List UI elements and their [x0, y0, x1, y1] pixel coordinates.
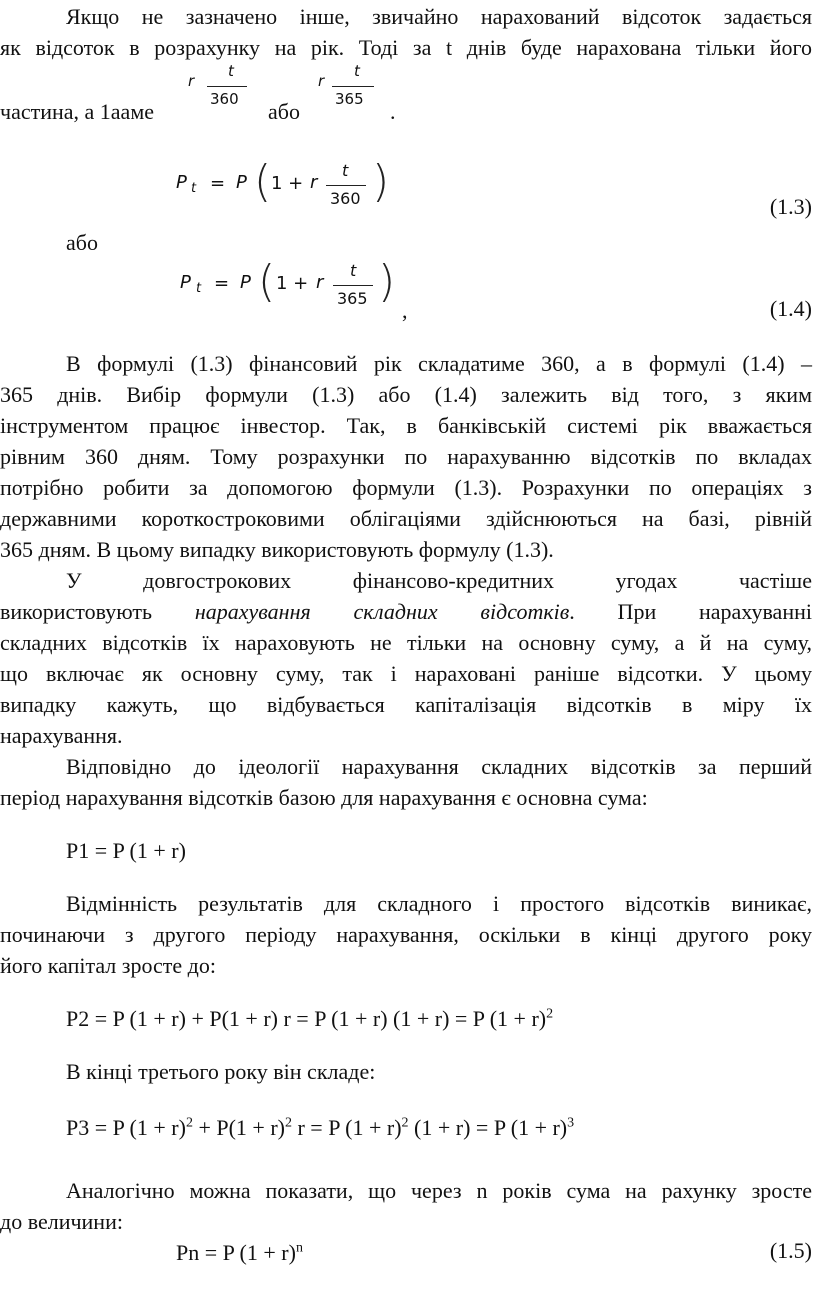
math-symbol: r [316, 272, 324, 293]
text-line: період нарахування відсотків базою для нарахування є основна сума: [0, 785, 648, 810]
formula-text: P2 = P (1 + r) + P(1 + r) r = P (1 + r) (1 + r) = P (1 + r) [66, 1006, 547, 1031]
text-line: Якщо не зазначено інше, звичайно нарахований відсоток задається [66, 4, 812, 29]
text-line: як відсоток в розрахунку на рік. Тоді за t днів буде нарахована тільки його [0, 35, 812, 60]
formula-p2 [66, 1004, 766, 1034]
math-operator: = [210, 173, 226, 194]
math-symbol: t [354, 62, 360, 80]
math-number: 360 [210, 90, 239, 108]
math-symbol: P [180, 272, 191, 293]
superscript: 2 [284, 1115, 292, 1131]
superscript: 3 [567, 1115, 575, 1131]
math-operator: = [214, 273, 230, 294]
fraction-bar [333, 285, 373, 286]
text-line: його капітал зросте до: [0, 953, 216, 978]
math-symbol: t [350, 261, 357, 280]
math-operator: 1 + [271, 173, 304, 194]
math-symbol: t [228, 62, 234, 80]
fraction-bar [326, 185, 366, 186]
superscript: 2 [546, 1006, 554, 1022]
superscript: 2 [401, 1115, 409, 1131]
text-span: . При нарахуванні [569, 599, 812, 624]
text-line: . [390, 99, 396, 124]
text-line: або [268, 99, 300, 124]
formula-text: + P(1 + r) [192, 1115, 285, 1140]
text-line: починаючи з другого періоду нарахування, оскільки в кінці другого року [0, 922, 812, 947]
close-paren: ) [372, 156, 390, 207]
open-paren: ( [254, 156, 272, 207]
equation-number: (1.3) [769, 194, 812, 219]
text-line: складних відсотків їх нараховують не тільки на основну суму, а й на суму, [0, 630, 812, 655]
text-line: або [66, 230, 98, 255]
text-line: 365 днів. Вибір формули (1.3) або (1.4) залежить від того, з яким [0, 382, 812, 407]
math-symbol: r [310, 172, 318, 193]
math-number: 365 [337, 289, 368, 308]
text-line: Відмінність результатів для складного і простого відсотків виникає, [66, 891, 812, 916]
fraction-bar [332, 86, 374, 87]
text-line: Аналогічно можна показати, що через n років сума на рахунку зросте [66, 1178, 812, 1203]
text-line: державними короткостроковими облігаціями здійснюються на базі, рівній [0, 506, 812, 531]
formula-p1: P1 = P (1 + r) [66, 838, 186, 863]
math-symbol: P [240, 272, 251, 293]
formula-p3 [66, 1113, 766, 1143]
formula-p5 [176, 1238, 476, 1268]
formula-text: P3 = P (1 + r) [66, 1115, 186, 1140]
text-line [0, 597, 812, 627]
text-line: потрібно робити за допомогою формули (1.3). Розрахунки по операціях з [0, 475, 812, 500]
italic-text: нарахування складних відсотків [194, 599, 570, 624]
text-line: випадку кажуть, що відбувається капіталізація відсотків в міру їх [0, 692, 812, 717]
formula-text: Pn = P (1 + r) [176, 1240, 296, 1265]
formula-text: (1 + r) = P (1 + r) [408, 1115, 568, 1140]
math-operator: 1 + [276, 273, 309, 294]
text-span: використовують [0, 599, 153, 624]
math-symbol: r [318, 72, 325, 90]
superscript: n [295, 1240, 303, 1256]
math-subscript: t [196, 281, 202, 296]
math-symbol: r [188, 72, 195, 90]
fraction-bar [207, 86, 247, 87]
math-symbol: t [342, 161, 349, 180]
formula-text: r = P (1 + r) [291, 1115, 402, 1140]
text-line: інструментом працює інвестор. Так, в банківській системі рік вважається [0, 413, 812, 438]
text-line: , [402, 298, 408, 323]
text-line: рівним 360 дням. Тому розрахунки по нарахуванню відсотків по вкладах [0, 444, 812, 469]
equation-number: (1.5) [769, 1238, 812, 1263]
equation-number: (1.4) [769, 296, 812, 321]
text-line: Відповідно до ідеології нарахування складних відсотків за перший [66, 754, 812, 779]
text-line: В формулі (1.3) фінансовий рік складатиме 360, а в формулі (1.4) – [66, 351, 812, 376]
math-symbol: P [236, 172, 247, 193]
open-paren: ( [258, 256, 276, 307]
text-line: що включає як основну суму, так і нараховані раніше відсотки. У цьому [0, 661, 812, 686]
text-line: нарахування. [0, 723, 123, 748]
math-number: 360 [330, 189, 361, 208]
text-line: В кінці третього року він складе: [66, 1059, 376, 1084]
text-span: частина, а 1ааме [0, 99, 154, 124]
text-line: У довгострокових фінансово-кредитних угодах частіше [66, 568, 812, 593]
math-symbol: P [176, 172, 187, 193]
text-line: 365 дням. В цьому випадку використовують формулу (1.3). [0, 537, 554, 562]
emphasis-text [195, 599, 812, 624]
close-paren: ) [378, 256, 396, 307]
text-line: до величини: [0, 1209, 123, 1234]
math-number: 365 [335, 90, 364, 108]
math-subscript: t [191, 181, 197, 196]
superscript: 2 [185, 1115, 193, 1131]
